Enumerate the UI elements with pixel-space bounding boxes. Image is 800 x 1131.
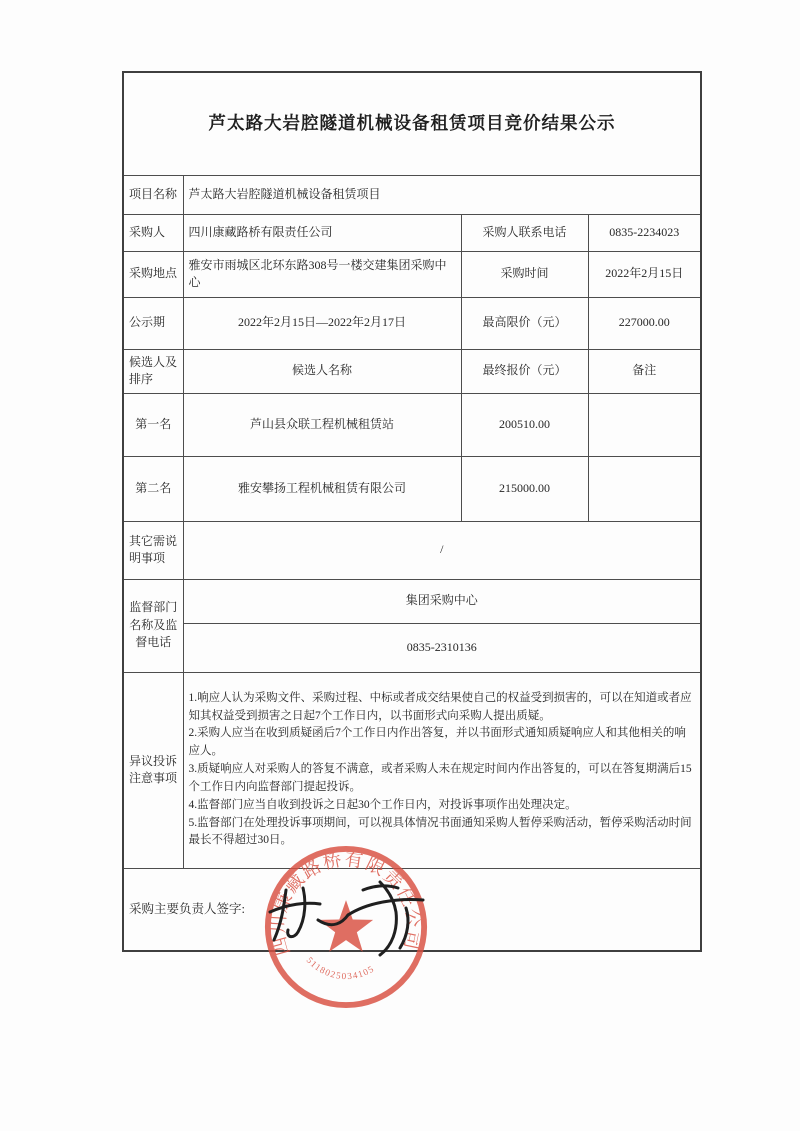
- candidates-name-label: 候选人名称: [183, 349, 461, 393]
- other-notes-value: /: [183, 521, 701, 579]
- seal-company-text: 四川康藏路桥有限责任公司: [268, 849, 424, 958]
- publicity-period-value: 2022年2月15日—2022年2月17日: [183, 297, 461, 349]
- objection-item: 5.监督部门在处理投诉事项期间，可以视具体情况书面通知采购人暂停采购活动，暂停采购活动时间最长不得超过30日。: [188, 816, 692, 847]
- max-price-value: 227000.00: [588, 297, 701, 349]
- candidate-row: [123, 456, 701, 521]
- candidate-price: 215000.00: [461, 456, 588, 521]
- project-name-value: 芦太路大岩腔隧道机械设备租赁项目: [183, 175, 701, 214]
- supervision-department: 集团采购中心: [183, 579, 701, 623]
- candidate-price: 200510.00: [461, 393, 588, 456]
- objection-label: 异议投诉注意事项: [123, 672, 183, 868]
- max-price-label: 最高限价（元）: [461, 297, 588, 349]
- supervision-label: 监督部门名称及监督电话: [123, 579, 183, 672]
- table-row: [123, 521, 701, 579]
- table-row: [123, 297, 701, 349]
- seal-number-text: 5118025034105: [304, 955, 377, 982]
- signature-label: 采购主要负责人签字:: [129, 902, 245, 917]
- signature-cell: [123, 868, 701, 951]
- table-row: [123, 72, 701, 175]
- candidate-remark: [588, 456, 701, 521]
- candidate-rank: 第二名: [123, 456, 183, 521]
- objection-body: [183, 672, 701, 868]
- candidate-name: 芦山县众联工程机械租赁站: [183, 393, 461, 456]
- objection-item: 2.采购人应当在收到质疑函后7个工作日内作出答复，并以书面形式通知质疑响应人和其他相关的响应人。: [188, 727, 686, 758]
- bid-result-table: [122, 71, 702, 952]
- purchaser-value: 四川康藏路桥有限责任公司: [183, 214, 461, 251]
- objection-item: 4.监督部门应当自收到投诉之日起30个工作日内，对投诉事项作出处理决定。: [188, 798, 577, 811]
- table-row: [123, 175, 701, 214]
- purchaser-phone-value: 0835-2234023: [588, 214, 701, 251]
- candidate-remark: [588, 393, 701, 456]
- candidate-rank: 第一名: [123, 393, 183, 456]
- purchaser-phone-label: 采购人联系电话: [461, 214, 588, 251]
- candidate-row: [123, 393, 701, 456]
- time-value: 2022年2月15日: [588, 251, 701, 297]
- candidates-price-label: 最终报价（元）: [461, 349, 588, 393]
- candidates-remark-label: 备注: [588, 349, 701, 393]
- project-name-label: 项目名称: [123, 175, 183, 214]
- purchaser-label: 采购人: [123, 214, 183, 251]
- signature-row: [123, 868, 701, 951]
- supervision-phone: 0835-2310136: [183, 623, 701, 672]
- candidates-header-row: [123, 349, 701, 393]
- other-notes-label: 其它需说明事项: [123, 521, 183, 579]
- objection-item: 1.响应人认为采购文件、采购过程、中标或者成交结果使自己的权益受到损害的，可以在知道或者应知其权益受到损害之日起7个工作日内，以书面形式向采购人提出质疑。: [188, 691, 692, 722]
- candidate-name: 雅安攀扬工程机械租赁有限公司: [183, 456, 461, 521]
- table-row: [123, 214, 701, 251]
- candidates-rank-label: 候选人及排序: [123, 349, 183, 393]
- location-label: 采购地点: [123, 251, 183, 297]
- publicity-period-label: 公示期: [123, 297, 183, 349]
- objection-item: 3.质疑响应人对采购人的答复不满意，或者采购人未在规定时间内作出答复的，可以在答复期满后15个工作日内向监督部门提起投诉。: [188, 763, 692, 793]
- time-label: 采购时间: [461, 251, 588, 297]
- table-row: [123, 579, 701, 623]
- table-row: [123, 672, 701, 868]
- page-title: 芦太路大岩腔隧道机械设备租赁项目竞价结果公示: [123, 72, 701, 175]
- table-row: [123, 623, 701, 672]
- table-row: [123, 251, 701, 297]
- location-value: 雅安市雨城区北环东路308号一楼交建集团采购中心: [183, 251, 461, 297]
